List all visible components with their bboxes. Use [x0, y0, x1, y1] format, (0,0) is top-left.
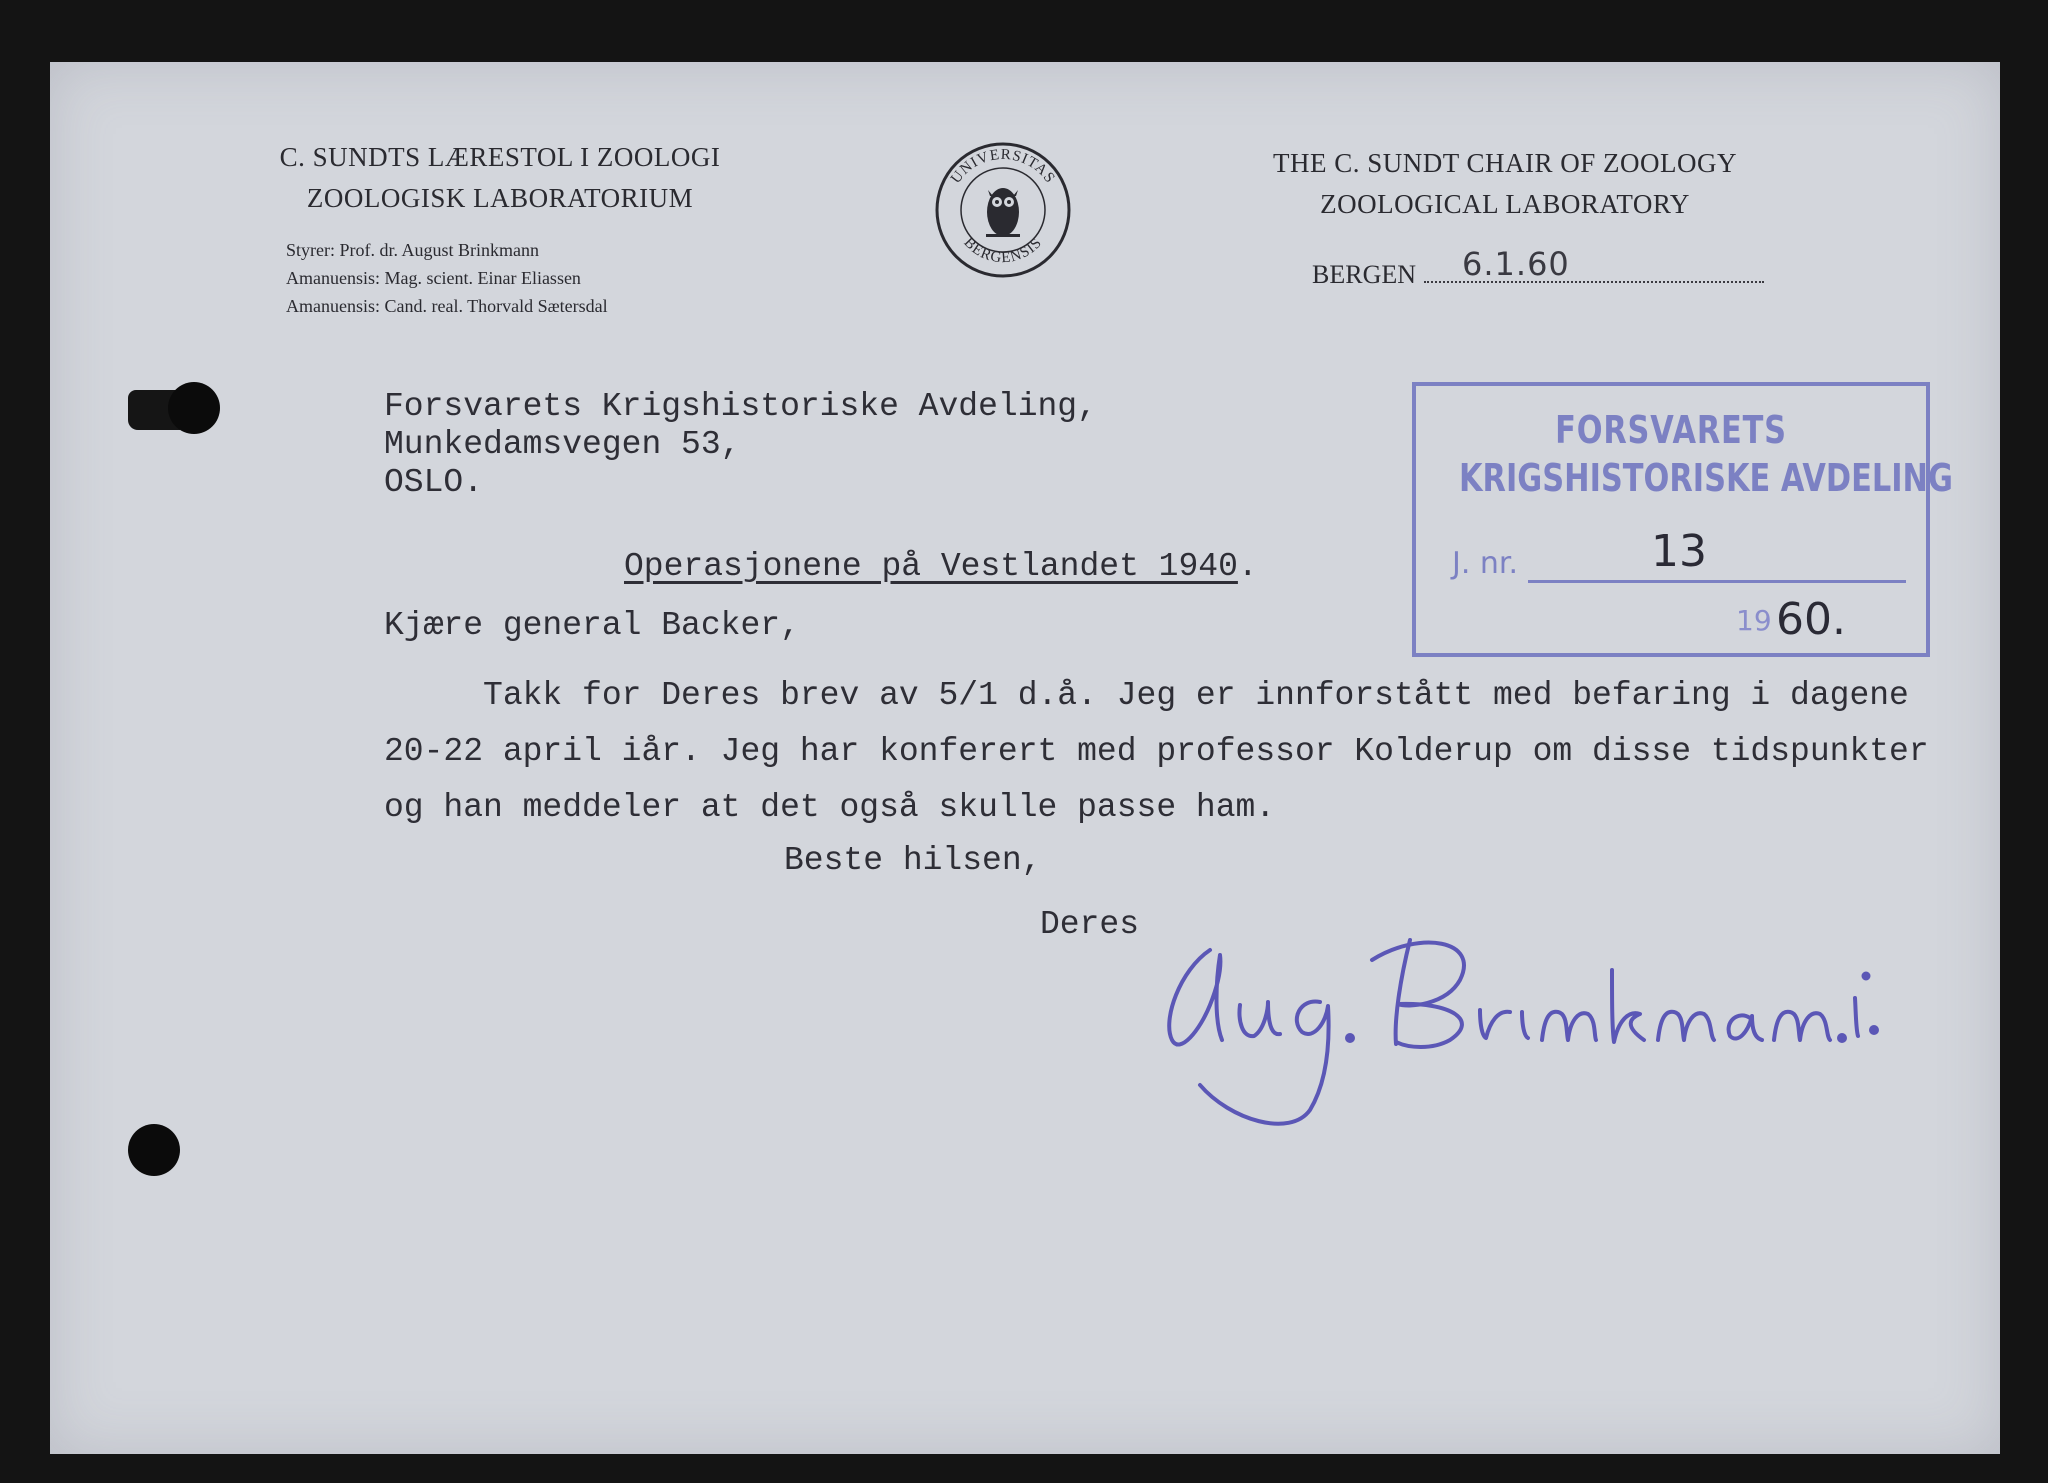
svg-text:BERGENSIS	[960, 235, 1045, 267]
staff-row: Styrer: Prof. dr. August Brinkmann	[286, 240, 539, 260]
staff-row: Amanuensis: Cand. real. Thorvald Sætersdal	[286, 296, 608, 316]
university-seal	[928, 140, 1078, 280]
recipient-address: Forsvarets Krigshistoriske Avdeling, Munkedamsvegen 53, OSLO.	[384, 388, 1097, 501]
letterhead-left	[220, 142, 780, 214]
sign-off: Deres	[1040, 906, 1140, 943]
svg-text:UNIVERSITAS	[948, 147, 1058, 187]
date-handwritten: 6.1.60	[1462, 245, 1570, 283]
salutation: Kjære general Backer,	[384, 607, 800, 644]
subject-line	[624, 548, 1258, 585]
stamp-jnr-value: 13	[1651, 526, 1707, 577]
staff-list	[286, 236, 608, 320]
closing: Beste hilsen,	[784, 842, 1042, 879]
letterhead-right-line1: THE C. SUNDT CHAIR OF ZOOLOGY	[1272, 148, 1737, 178]
archive-stamp	[1412, 382, 1953, 657]
letterhead-left-line1: C. SUNDTS LÆRESTOL I ZOOLOGI	[279, 142, 721, 172]
seal-text-bottom: BERGENSIS	[960, 234, 1046, 267]
punch-hole-bottom	[128, 1124, 180, 1176]
subject-text: Operasjonene på Vestlandet 1940	[624, 548, 1238, 585]
date-line	[1312, 245, 1764, 290]
subject-period: .	[1237, 548, 1258, 585]
letterhead-right	[1205, 148, 1805, 220]
stamp-year-handwritten: 60.	[1776, 594, 1846, 645]
letterhead-right-line2: ZOOLOGICAL LABORATORY	[1320, 189, 1690, 219]
stamp-line1: FORSVARETS	[1555, 408, 1787, 452]
staff-row: Amanuensis: Mag. scient. Einar Eliassen	[286, 268, 581, 288]
stamp-line2: KRIGSHISTORISKE AVDELING	[1459, 456, 1953, 500]
letterhead-left-line2: ZOOLOGISK LABORATORIUM	[306, 183, 694, 213]
letter-body: Takk for Deres brev av 5/1 d.å. Jeg er innforstått med befaring i dagene 20-22 april iår. Jeg har konferert med professor Kolderup om disse tidspunkter og han meddeler at det også skulle passe ham.	[384, 677, 1929, 826]
seal-text-top: UNIVERSITAS	[948, 146, 1059, 187]
stamp-jnr-label: J. nr.	[1452, 546, 1519, 581]
owl-icon	[986, 188, 1020, 237]
handwritten-signature	[1150, 910, 1890, 1140]
date-dotted-line	[1424, 245, 1764, 283]
stamp-jnr-line	[1528, 580, 1906, 583]
stamp-year-printed: 19	[1736, 604, 1772, 637]
punch-hole-top	[168, 382, 220, 434]
date-place: BERGEN	[1312, 260, 1416, 289]
